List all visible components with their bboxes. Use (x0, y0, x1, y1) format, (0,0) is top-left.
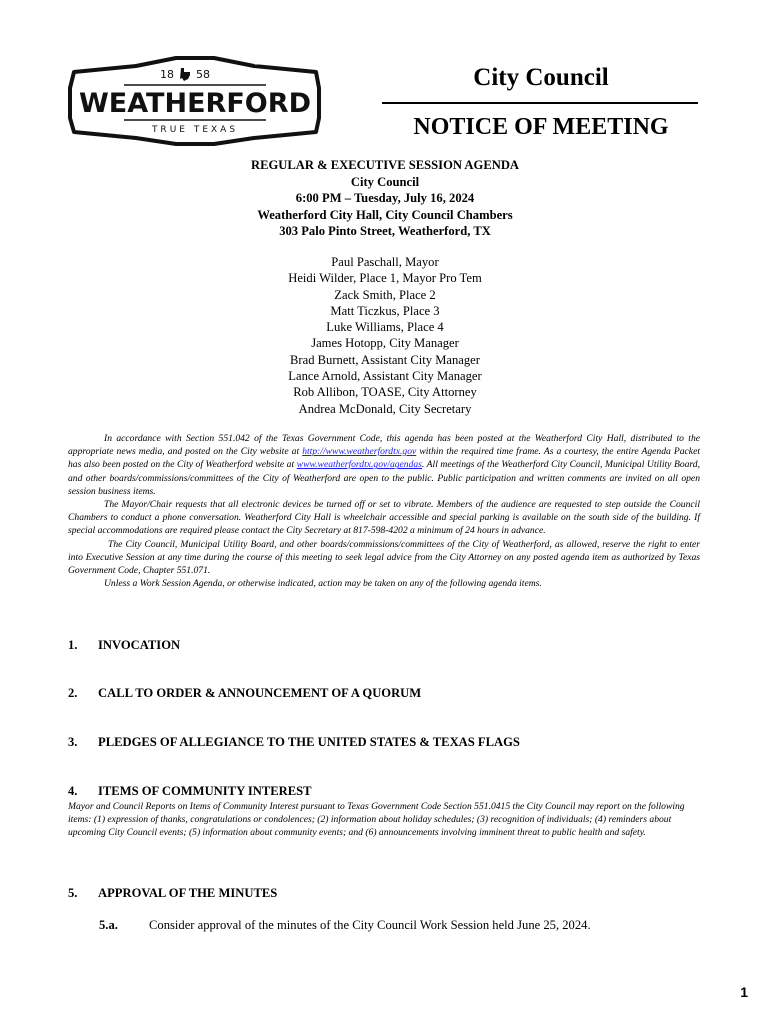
agenda-item-number: 5. (68, 886, 78, 900)
agenda-body: City Council (350, 174, 420, 189)
agenda-item-label: INVOCATION (98, 638, 181, 652)
title-city-council: City Council (473, 64, 609, 91)
agenda-item-label: APPROVAL OF THE MINUTES (98, 886, 278, 900)
posting-notice (68, 432, 700, 590)
title-divider (382, 102, 698, 104)
notice-paragraph-executive-session: The City Council, Municipal Utility Board, and other boards/commissions/committees of the City of Weatherford, as allowed, reserve the right to enter into Executive Session at any time during the course of this meeting to seek legal advice from the City Attorney on any posted agenda item as authorized by Texas Government Code, Chapter 551.071. (68, 538, 700, 577)
official-item: Lance Arnold, Assistant City Manager (288, 369, 482, 384)
agenda-item-4-description: Mayor and Council Reports on Items of Community Interest pursuant to Texas Government Code Section 551.0415 the City Council may report on the following items: (1) expression of thanks, congratulations or condolences; (2) information about holiday schedules; (3) recognition of individuals; (4) reminders about upcoming City Council events; (5) information about community events; and (6) announcements involving imminent threat to public health and safety. (68, 801, 685, 839)
agenda-item-number: 4. (68, 784, 78, 798)
agenda-item-number: 1. (68, 638, 78, 652)
official-item: Andrea McDonald, City Secretary (298, 401, 472, 416)
agenda-item-number: 2. (68, 686, 78, 700)
meeting-venue: Weatherford City Hall, City Council Chambers (257, 207, 513, 222)
meeting-address: 303 Palo Pinto Street, Weatherford, TX (279, 224, 491, 239)
agenda-subitem-label: Consider approval of the minutes of the City Council Work Session held June 25, 2024. (149, 918, 591, 932)
title-notice-of-meeting: NOTICE OF MEETING (413, 114, 669, 140)
official-item: Paul Paschall, Mayor (331, 255, 439, 269)
logo-tagline: TRUE TEXAS (151, 125, 239, 135)
official-item: James Hotopp, City Manager (311, 336, 459, 351)
logo-year-right: 58 (196, 68, 210, 81)
weatherford-logo (66, 54, 324, 146)
official-item: Luke Williams, Place 4 (326, 320, 444, 335)
agenda-subitem-number: 5.a. (99, 918, 118, 932)
texas-star-icon (180, 68, 190, 81)
meeting-datetime: 6:00 PM – Tuesday, July 16, 2024 (295, 191, 475, 206)
notice-paragraph-posting: In accordance with Section 551.042 of the Texas Government Code, this agenda has been posted at the Weatherford City Hall, distributed to the appropriate news media, and posted on the City website at http://www.weatherfordtx.gov within the required time frame. As a courtesy, the entire Agenda Packet has also been posted on the City of Weatherford website at www.weatherfordtx.gov/agendas. All meetings of the Weatherford City Council, Municipal Utility Board, and other boards/commissions/committees of the City of Weatherford are open to the public. Public participation and written comments are invited on all open session business items. (68, 433, 701, 497)
official-item: Heidi Wilder, Place 1, Mayor Pro Tem (288, 271, 482, 286)
official-item: Rob Allibon, TOASE, City Attorney (293, 385, 477, 400)
logo-year-left: 18 (160, 68, 174, 81)
city-website-link[interactable]: http://www.weatherfordtx.gov (302, 446, 417, 458)
officials-list (0, 254, 770, 417)
page-number: 1 (740, 984, 748, 1000)
agenda-item-number: 3. (68, 735, 78, 749)
agenda-item-label: ITEMS OF COMMUNITY INTEREST (98, 784, 312, 798)
official-item: Brad Burnett, Assistant City Manager (290, 352, 480, 367)
agendas-website-link[interactable]: www.weatherfordtx.gov/agendas (296, 459, 422, 471)
notice-paragraph-devices: The Mayor/Chair requests that all electronic devices be turned off or set to vibrate. Members of the audience are requested to step outside the Council Chambers to conduct a phone conversation. Weatherford City Hall is wheelchair accessible and special parking is available on the south side of the building. If special accommodations are required please contact the City Secretary at 817-598-4202 a minimum of 24 hours in advance. (68, 499, 700, 537)
logo-name: WEATHERFORD (79, 88, 311, 119)
agenda-header (0, 157, 770, 240)
official-item: Matt Ticzkus, Place 3 (330, 303, 440, 318)
notice-paragraph-action: Unless a Work Session Agenda, or otherwise indicated, action may be taken on any of the following agenda items. (104, 578, 542, 590)
agenda-item-label: CALL TO ORDER & ANNOUNCEMENT OF A QUORUM (98, 686, 422, 700)
official-item: Zack Smith, Place 2 (334, 287, 436, 302)
agenda-item-label: PLEDGES OF ALLEGIANCE TO THE UNITED STATES & TEXAS FLAGS (98, 735, 520, 749)
agenda-type: REGULAR & EXECUTIVE SESSION AGENDA (250, 158, 520, 172)
